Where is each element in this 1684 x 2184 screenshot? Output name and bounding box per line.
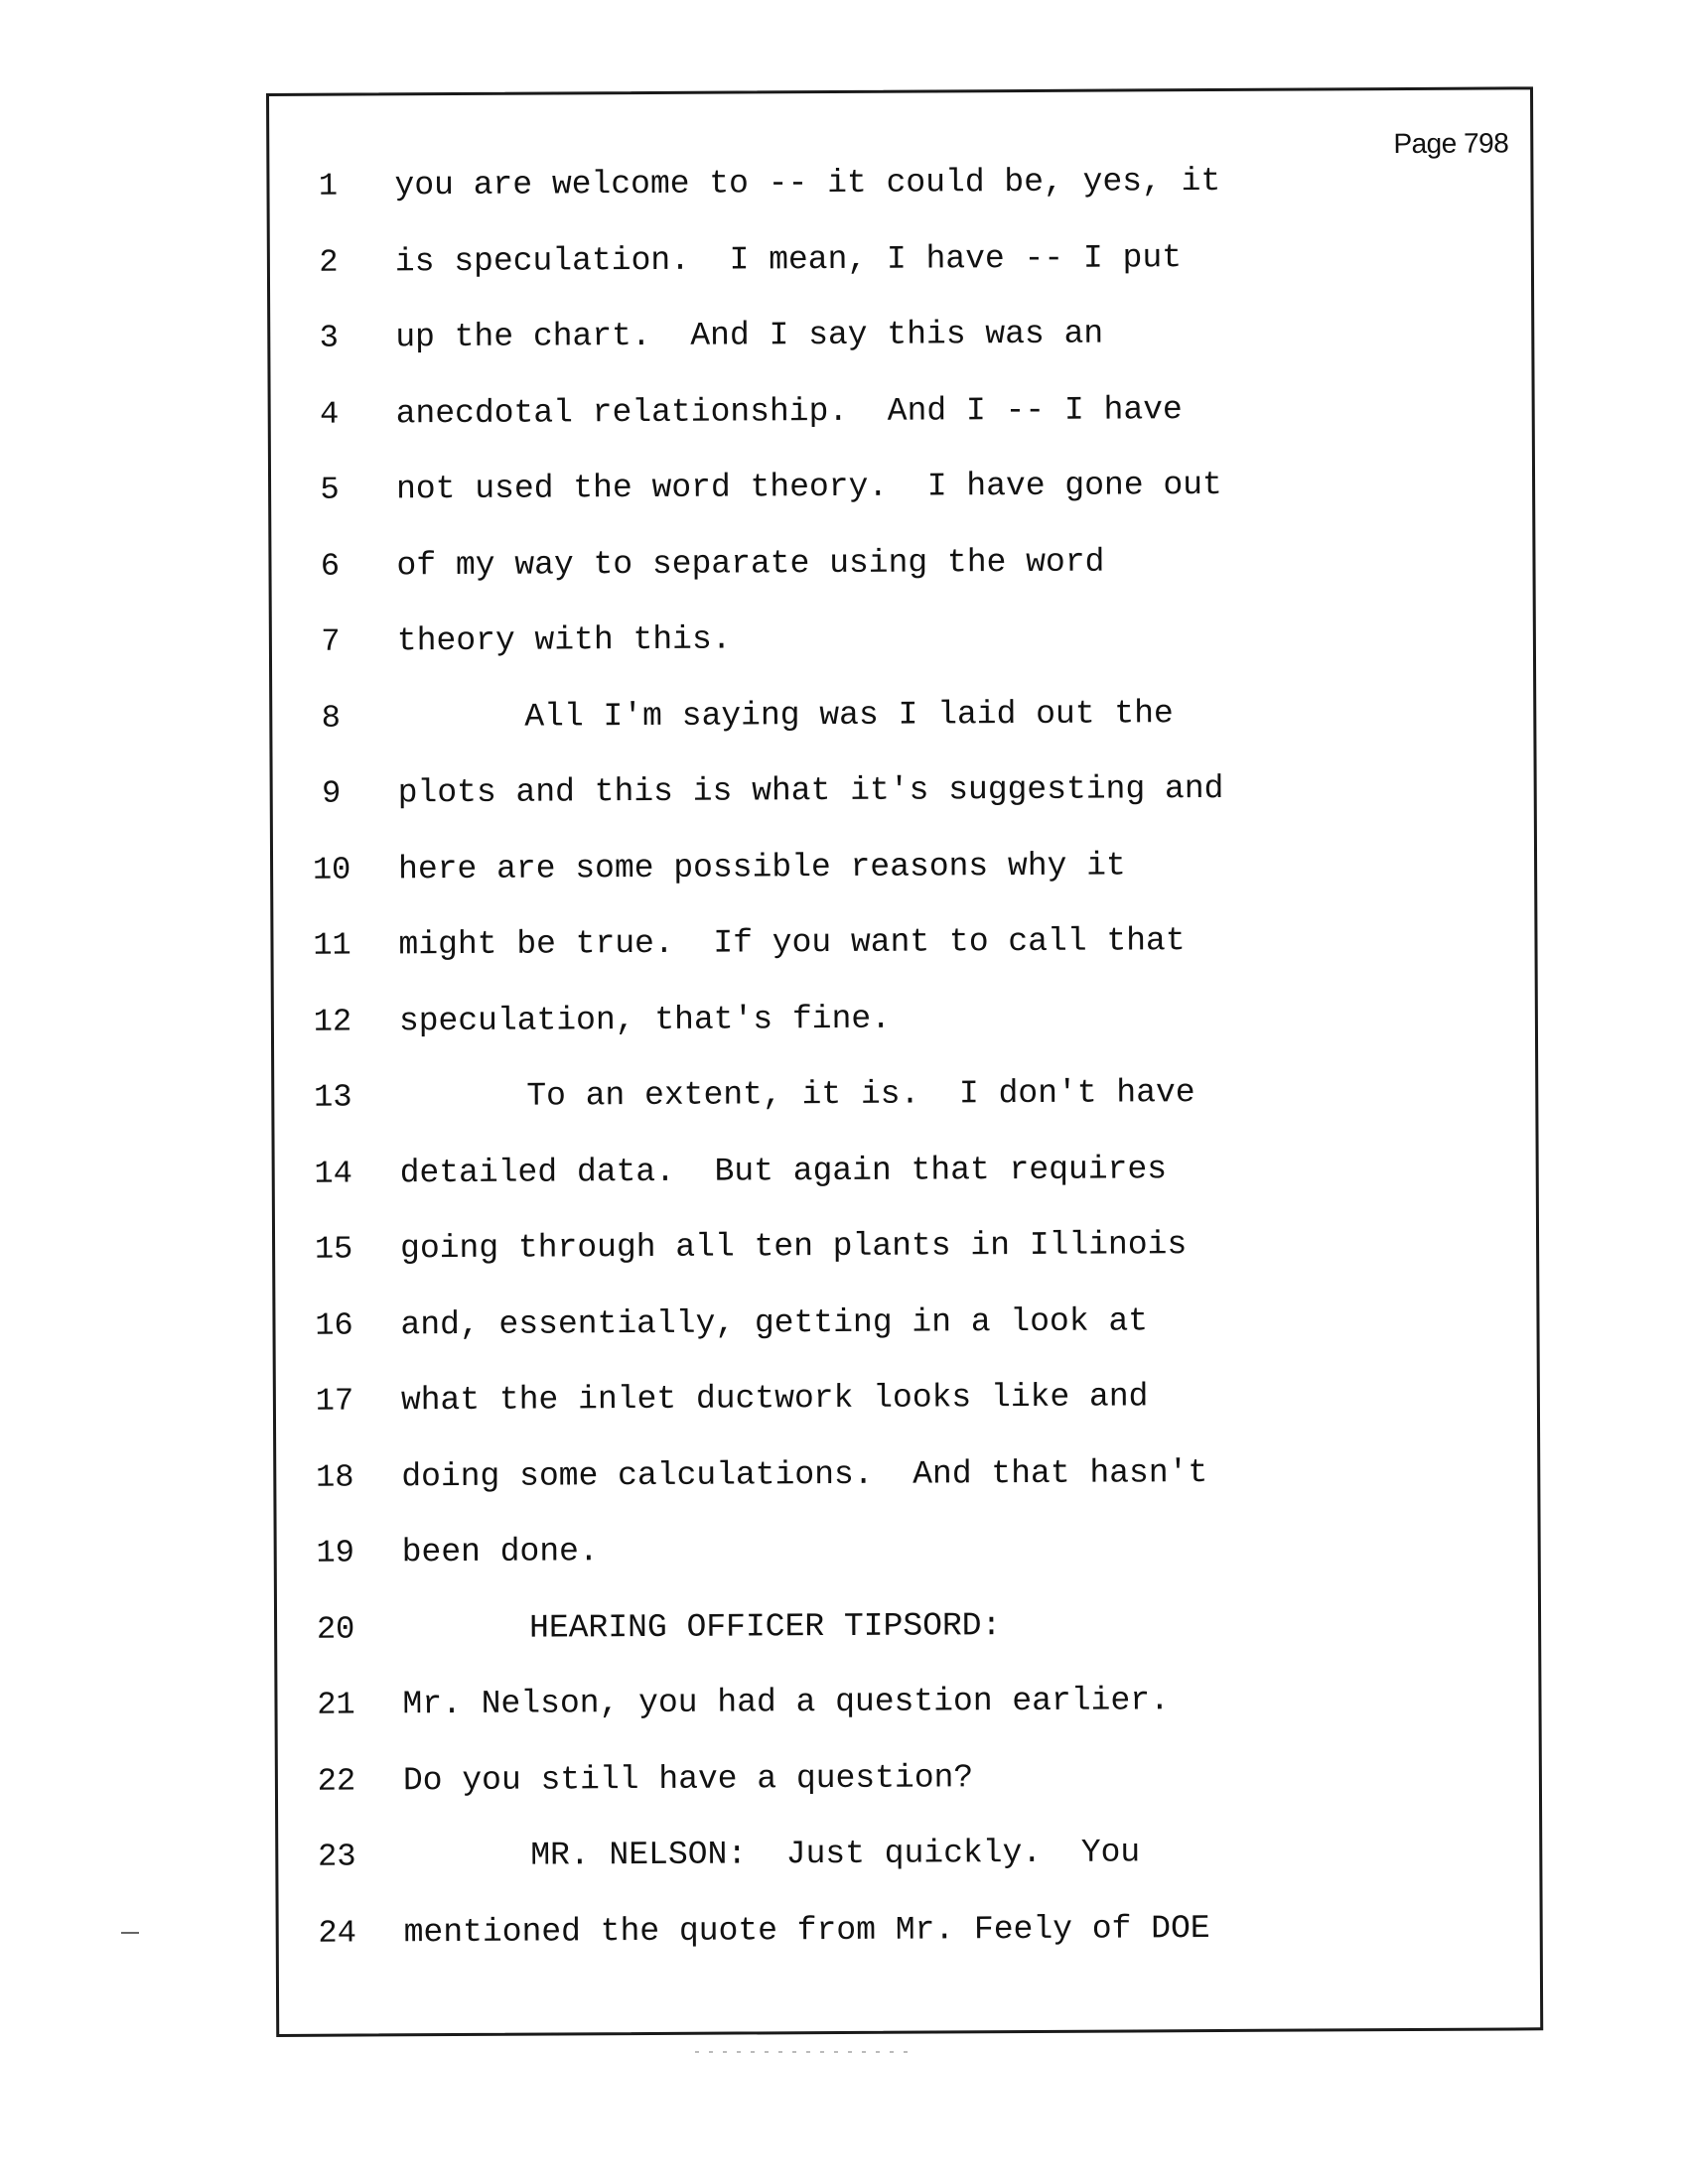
line-number: 23 <box>318 1838 356 1875</box>
page-number: Page 798 <box>1393 127 1509 160</box>
transcript-line <box>274 997 1535 1079</box>
line-number: 12 <box>313 1003 352 1040</box>
transcript-line <box>273 920 1534 1003</box>
line-number: 11 <box>313 926 351 964</box>
transcript-page-frame <box>266 86 1543 2037</box>
line-text: To an extent, it is. I don't have <box>526 1074 1195 1115</box>
line-text: might be true. If you want to call that <box>398 922 1186 964</box>
transcript-line <box>269 161 1530 243</box>
line-text: speculation, that's fine. <box>398 1000 892 1039</box>
transcript-line <box>273 768 1534 851</box>
line-number: 4 <box>319 395 340 433</box>
line-text: detailed data. But again that requires <box>399 1150 1168 1191</box>
transcript-line <box>278 1832 1539 1914</box>
transcript-line <box>276 1376 1537 1458</box>
line-text: Mr. Nelson, you had a question earlier. <box>402 1682 1170 1723</box>
line-number: 18 <box>315 1458 354 1496</box>
transcript-line <box>276 1452 1537 1535</box>
transcript-line <box>277 1604 1538 1687</box>
line-text: and, essentially, getting in a look at <box>400 1301 1149 1343</box>
line-text: is speculation. I mean, I have -- I put <box>394 238 1183 280</box>
transcript-line <box>277 1528 1538 1610</box>
line-number: 5 <box>320 471 340 508</box>
transcript-line <box>272 616 1533 699</box>
line-number: 19 <box>316 1534 354 1571</box>
line-text: of my way to separate using the word <box>396 543 1105 584</box>
line-text: going through all ten plants in Illinois <box>399 1226 1188 1268</box>
transcript-line <box>271 465 1532 547</box>
scan-artifact <box>695 2051 913 2053</box>
line-number: 10 <box>312 851 351 888</box>
line-number: 9 <box>321 774 342 812</box>
transcript-line <box>270 237 1531 320</box>
line-number: 22 <box>317 1762 356 1800</box>
line-text: anecdotal relationship. And I -- I have <box>395 390 1183 432</box>
line-text: what the inlet ductwork looks like and <box>400 1378 1149 1420</box>
transcript-line <box>272 693 1533 775</box>
line-number: 8 <box>321 699 341 737</box>
transcript-line <box>270 313 1531 395</box>
line-number: 7 <box>321 622 341 660</box>
line-text: MR. NELSON: Just quickly. You <box>530 1834 1141 1874</box>
line-number: 15 <box>314 1230 353 1268</box>
transcript-line <box>275 1149 1536 1231</box>
line-text: theory with this. <box>396 620 732 660</box>
line-number: 14 <box>314 1155 352 1192</box>
transcript-line <box>271 541 1532 623</box>
line-number: 1 <box>318 167 339 205</box>
line-number: 16 <box>315 1306 353 1344</box>
line-number: 3 <box>319 319 339 356</box>
line-text: been done. <box>401 1533 599 1571</box>
line-text: mentioned the quote from Mr. Feely of DOE <box>403 1909 1210 1951</box>
transcript-lines <box>269 161 1540 1990</box>
line-number: 21 <box>317 1686 355 1723</box>
transcript-line <box>275 1224 1536 1306</box>
line-text: plots and this is what it's suggesting and <box>397 769 1224 812</box>
transcript-line <box>275 1300 1536 1383</box>
line-text: here are some possible reasons why it <box>397 846 1126 887</box>
transcript-line <box>273 845 1534 927</box>
transcript-line <box>279 1908 1540 1990</box>
line-number: 13 <box>313 1078 352 1116</box>
line-number: 24 <box>318 1914 357 1952</box>
line-text: up the chart. And I say this was an <box>395 315 1104 356</box>
line-text: doing some calculations. And that hasn't <box>401 1453 1208 1495</box>
transcript-line <box>277 1680 1538 1762</box>
line-text: Do you still have a question? <box>402 1758 974 1799</box>
line-text: not used the word theory. I have gone out <box>395 466 1222 508</box>
transcript-line <box>274 1072 1535 1155</box>
scan-artifact <box>121 1932 139 1934</box>
line-number: 17 <box>315 1382 354 1420</box>
transcript-line <box>278 1756 1539 1839</box>
line-number: 20 <box>316 1610 355 1648</box>
transcript-line <box>271 389 1532 472</box>
line-text: you are welcome to -- it could be, yes, it <box>394 162 1221 205</box>
line-text: All I'm saying was I laid out the <box>524 694 1174 736</box>
line-number: 2 <box>319 243 339 281</box>
line-number: 6 <box>320 547 341 585</box>
line-text: HEARING OFFICER TIPSORD: <box>528 1606 1002 1647</box>
